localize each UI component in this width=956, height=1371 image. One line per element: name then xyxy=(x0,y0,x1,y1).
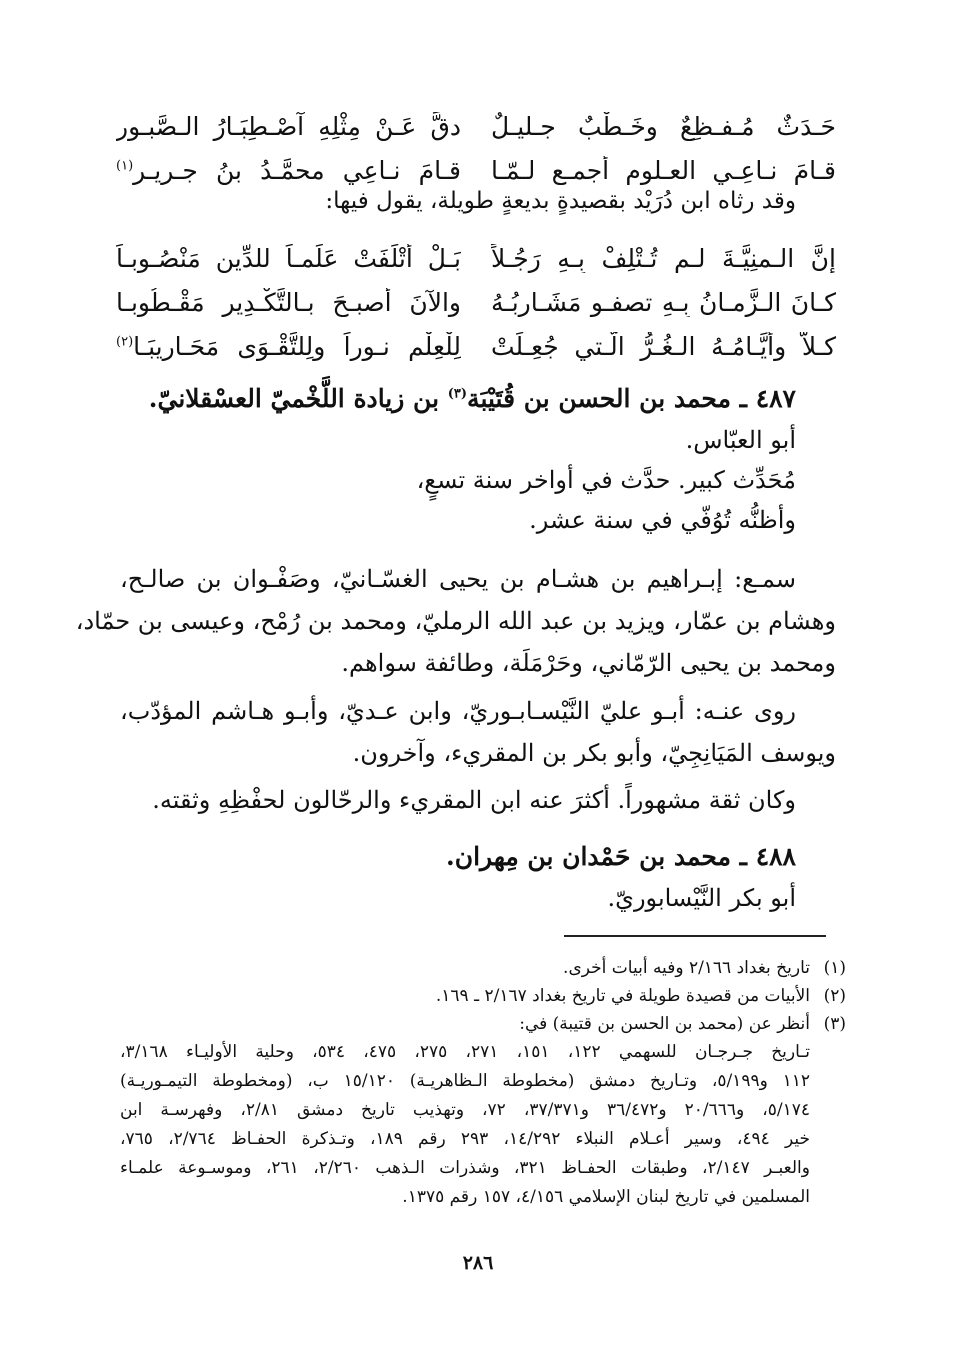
first-hemistich: قـامَ نـاعِـي العـلوم أجمـع لـمّـا xyxy=(491,155,836,185)
footnote-number: (٢) xyxy=(823,986,846,1006)
second-hemistich: بَـلْ أَتْلَفَتْ عَلَمـاً للدِّينِ مَنْصُـوبـاً xyxy=(116,243,461,273)
text-line: ٥/١٧٤، و٢٠/٦٦٦ و٣٦/٤٧٢ و٣٧/٣٧١، ٧٢، وتهذيب تاريخ دمشق ٢/٨١، وفهرسـة ابن xyxy=(120,1100,810,1120)
footnote-ref[interactable]: (٣) xyxy=(447,386,468,402)
footnote-3-sources xyxy=(120,1038,810,1212)
entry-487-kunya: أبو العبّاس. xyxy=(685,426,796,454)
entry-487-heard-from xyxy=(75,558,836,684)
first-hemistich: كـانَ الـزَّمـانُ بِـهِ تصفـو مَشَـارِبُـهُ xyxy=(491,287,836,317)
first-hemistich: حَـدَثٌ مُـفـظِعٌ وخَـطْبٌ جـليـلٌ xyxy=(491,111,836,141)
footnote-separator xyxy=(564,935,826,937)
footnote-number: (٣) xyxy=(823,1014,846,1034)
hemistich-text: لِلْعِلْمِ نـوراً ولِلتَّقْـوَى مَحَـارِيبَـا xyxy=(133,331,461,361)
entry-487-trustworthiness: وكان ثقة مشهوراً. أكثرَ عنه ابن المقريء والرحّالون لحفْظِهِ وثقته. xyxy=(152,786,796,814)
text-line: ومحمد بن يحيى الرّمّاني، وحَرْمَلَة، وطائفة سواهم. xyxy=(341,649,836,677)
page-number: ٢٨٦ xyxy=(462,1252,494,1274)
text-line: المسلمين في تاريخ لبنان الإسلامي ٤/١٥٦، ١٥٧ رقم ١٣٧٥. xyxy=(402,1187,810,1207)
verse-line xyxy=(116,148,836,192)
footnote-text: أنظر عن (محمد بن الحسن بن قتيبة) في: xyxy=(519,1014,810,1034)
text-line: سمـع: إبـراهيم بن هشـام بن يحيى الغسّـانيّ، وصَفْـوان بن صالـح، xyxy=(120,565,796,593)
footnotes xyxy=(120,954,846,1212)
text-line: والعبـر ٢/١٤٧، وطبقات الحفـاظ ٣٢١، وشذرات الـذهب ٢/٢٦٠، ٢٦١، وموسـوعة علمـاء xyxy=(120,1158,810,1178)
verse-line xyxy=(116,324,836,368)
footnote-text: الأبيات من قصيدة طويلة في تاريخ بغداد ٢/١٦٧ ـ ١٦٩. xyxy=(435,986,810,1006)
entry-487-death: وأظنُّه تُوُفّي في سنة عشر. xyxy=(529,506,796,534)
entry-title-part-a: ٤٨٧ ـ محمد بن الحسن بن قُتَيْبَة xyxy=(467,384,796,413)
text-line: روى عنـه: أبـو عليّ النَّيْسـابـوريّ، وابن عـديّ، وأبـو هـاشم المؤدّب، xyxy=(120,697,796,725)
text-line: خير ٤٩٤، وسير أعـلام النبلاء ١٤/٢٩٢، ٢٩٣ رقم ١٨٩، وتـذكرة الحفـاظ ٢/٧٦٤، ٧٦٥، xyxy=(120,1129,810,1149)
footnote-1 xyxy=(120,954,846,982)
poem-1 xyxy=(116,104,836,192)
second-hemistich xyxy=(116,332,461,361)
text-line: تـاريخ جـرجـان للسهمي ١٢٢، ١٥١، ٢٧١، ٢٧٥، ٤٧٥، ٥٣٤، وحلية الأوليـاء ٣/١٦٨، xyxy=(120,1042,810,1062)
second-hemistich: دقَّ عَـنْ مِثْلِهِ آصْـطِبَـارُ الـصَّبـورِ xyxy=(116,111,461,141)
footnote-number: (١) xyxy=(823,958,846,978)
footnote-3 xyxy=(120,1010,846,1038)
first-hemistich: إنَّ الـمنِيَّـةَ لـم تُـتْلِفْ بِـهِ رَجُـلاً xyxy=(491,243,836,273)
verse-line xyxy=(116,280,836,324)
footnote-2 xyxy=(120,982,846,1010)
text-line: ويوسف المَيَانِجِيّ، وأبو بكر بن المقريء، وآخرون. xyxy=(352,739,836,767)
verse-line xyxy=(116,236,836,280)
entry-title-part-b: بن زيادة اللَّخْميّ العسْقلانيّ. xyxy=(148,384,448,413)
verse-line xyxy=(116,104,836,148)
footnote-ref[interactable]: (١) xyxy=(116,158,134,174)
poem-2-intro: وقد رثاه ابن دُرَيْد بقصيدةٍ بديعةٍ طويلة، يقول فيها: xyxy=(325,188,796,214)
entry-488-kunya: أبو بكر النَّيْسابوريّ. xyxy=(607,884,796,912)
entry-488-title: ٤٨٨ ـ محمد بن حَمْدان بن مِهران. xyxy=(446,842,796,871)
text-line: وهشام بن عمّار، ويزيد بن عبد الله الرمليّ، ومحمد بن رُمْح، وعيسى بن حمّاد، xyxy=(75,607,836,635)
second-hemistich xyxy=(116,156,461,185)
entry-487-title xyxy=(149,384,796,413)
first-hemistich: كـلاَّ وأَيَّـامُـهُ الـغُـرُّ الّـتي جُعِـلَتْ xyxy=(491,331,836,361)
poem-2 xyxy=(116,236,836,368)
text-line: ١١٢ و٥/١٩٩، وتـاريخ دمشق (مخطوطة الـظاهريـة) ١٥/١٢٠ ب، (ومخطوطة التيمـوريـة) xyxy=(120,1071,810,1091)
footnote-ref[interactable]: (٢) xyxy=(116,334,134,350)
second-hemistich: والآنَ أصبـحَ بـالتَّكْـدِيرِ مَقْـطُوبـا xyxy=(116,287,461,317)
entry-487-description: مُحَدِّث كبير. حدَّث في أواخر سنة تسعٍ، xyxy=(416,466,796,494)
entry-487-narrated-by xyxy=(120,690,836,774)
hemistich-text: قـامَ نـاعِي محمَّـدُ بنُ جـريـرِ xyxy=(133,155,461,185)
footnote-text: تاريخ بغداد ٢/١٦٦ وفيه أبيات أخرى. xyxy=(563,958,810,978)
